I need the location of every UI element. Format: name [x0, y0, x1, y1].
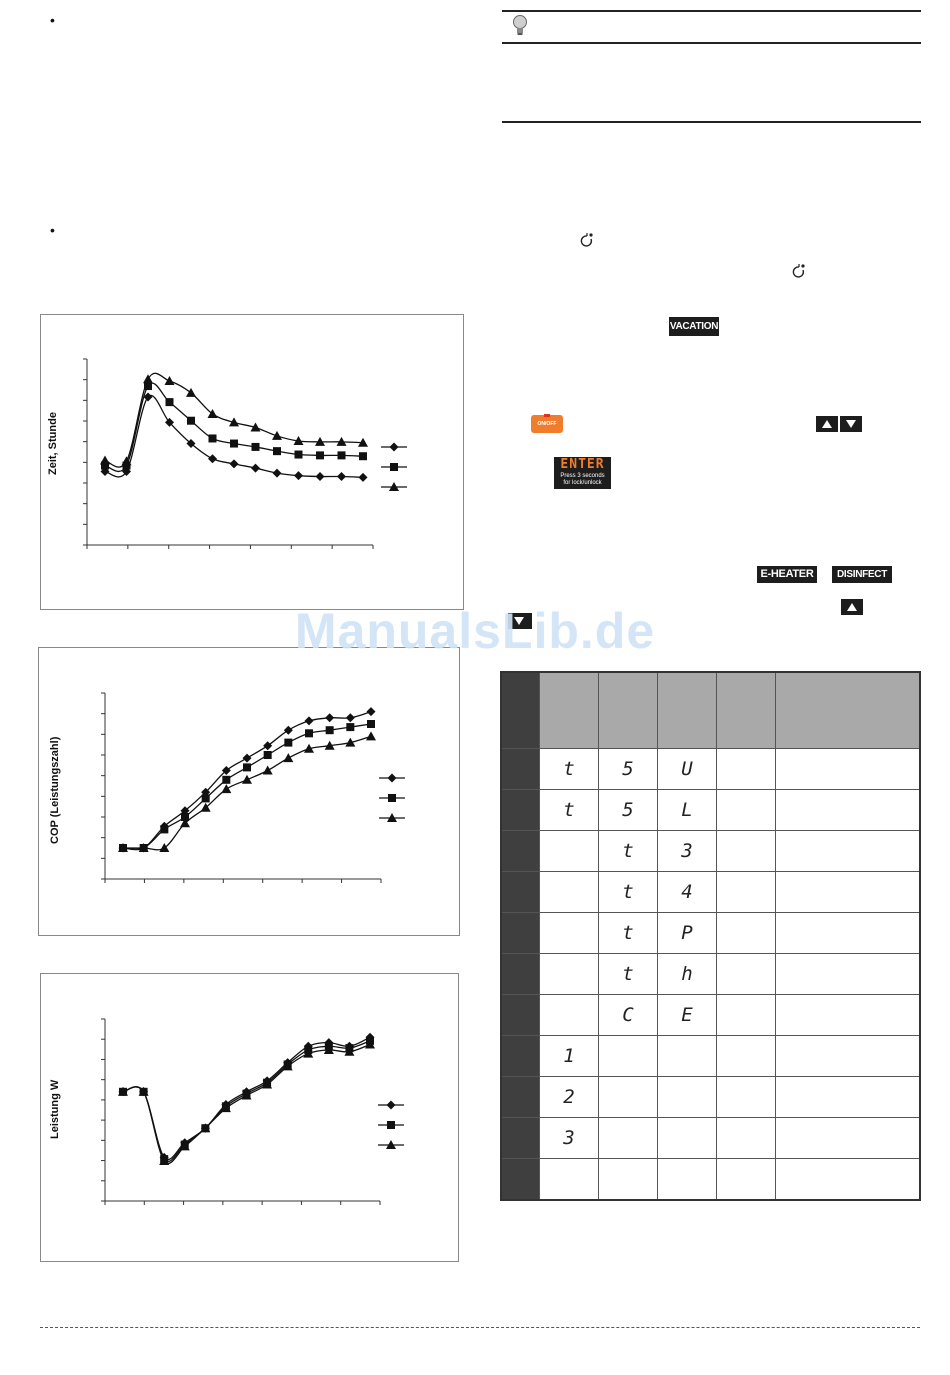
data-point-square [367, 720, 375, 728]
table-cell [540, 913, 599, 954]
chart-zeit-ylabel: Zeit, Stunde [47, 412, 59, 475]
table-cell [501, 1159, 540, 1201]
chart-zeit [40, 314, 464, 610]
table-cell [501, 749, 540, 790]
data-point-square [295, 451, 303, 459]
data-point-square [264, 751, 272, 759]
data-point-square [160, 825, 168, 833]
table-cell [658, 1118, 717, 1159]
data-point-diamond [251, 464, 260, 473]
chart-leistung-svg [41, 974, 458, 1261]
on-off-label: ON/OFF [537, 421, 557, 427]
footer-dashed-rule [40, 1327, 920, 1328]
table-cell [717, 790, 776, 831]
table-cell [540, 995, 599, 1036]
data-point-diamond [230, 459, 239, 468]
chart-leistung [40, 973, 459, 1262]
table-cell [599, 1118, 658, 1159]
legend-marker-square [388, 794, 396, 802]
data-point-square [202, 794, 210, 802]
table-cell: t [599, 831, 658, 872]
data-point-diamond [208, 454, 217, 463]
lightbulb-icon [512, 14, 528, 43]
table-row [501, 749, 920, 790]
series-line-square [105, 383, 363, 471]
data-point-diamond [316, 472, 325, 481]
data-point-square [359, 452, 367, 460]
data-point-diamond [243, 754, 252, 763]
table-cell [501, 995, 540, 1036]
table-cell [717, 1077, 776, 1118]
table-cell [540, 872, 599, 913]
table-cell [501, 913, 540, 954]
table-header-cell [776, 672, 921, 749]
data-point-diamond [337, 472, 346, 481]
data-point-triangle [283, 753, 293, 762]
on-off-button-icon [531, 415, 563, 433]
bullet-1: • [50, 12, 55, 28]
chart-leistung-ylabel: Leistung W [49, 1079, 61, 1139]
table-cell: 2 [540, 1077, 599, 1118]
table-cell [776, 790, 921, 831]
table-header-cell [501, 672, 540, 749]
bullet-2: • [50, 222, 55, 238]
data-point-square [166, 398, 174, 406]
table-cell [776, 872, 921, 913]
table-cell [776, 831, 921, 872]
table-cell: 1 [540, 1036, 599, 1077]
code-table [500, 671, 921, 1201]
table-cell: h [658, 954, 717, 995]
table-cell [717, 831, 776, 872]
table-row [501, 1077, 920, 1118]
legend-marker-diamond [387, 1101, 396, 1110]
data-point-triangle [242, 775, 252, 784]
table-cell [717, 954, 776, 995]
chart-cop-svg [39, 648, 459, 935]
table-cell [776, 749, 921, 790]
table-row [501, 995, 920, 1036]
table-cell: E [658, 995, 717, 1036]
series-line-triangle [123, 1044, 370, 1163]
data-point-square [326, 726, 334, 734]
table-cell [501, 1036, 540, 1077]
table-cell [540, 831, 599, 872]
table-row [501, 1118, 920, 1159]
table-cell [717, 872, 776, 913]
data-point-diamond [305, 716, 314, 725]
chart-cop-ylabel: COP (Leistungszahl) [49, 736, 61, 844]
series-line-square [123, 1041, 370, 1162]
data-point-square [187, 417, 195, 425]
watermark: ManualsLib.de [294, 603, 656, 659]
table-cell [540, 954, 599, 995]
table-cell [501, 1118, 540, 1159]
table-cell [717, 749, 776, 790]
table-cell [776, 995, 921, 1036]
chart-cop [38, 647, 460, 936]
data-point-triangle [186, 388, 196, 397]
table-cell [776, 1077, 921, 1118]
table-cell [658, 1077, 717, 1118]
data-point-diamond [325, 713, 334, 722]
table-cell: t [599, 872, 658, 913]
data-point-diamond [294, 471, 303, 480]
table-row [501, 1159, 920, 1201]
data-point-square [209, 434, 217, 442]
data-point-diamond [346, 713, 355, 722]
data-point-triangle [100, 455, 110, 464]
table-cell [717, 995, 776, 1036]
enter-sublabel-1: Press 3 seconds [560, 473, 605, 479]
table-cell [599, 1077, 658, 1118]
table-cell [501, 831, 540, 872]
legend-marker-square [390, 463, 398, 471]
table-cell: 3 [540, 1118, 599, 1159]
table-cell [599, 1036, 658, 1077]
table-header-cell [599, 672, 658, 749]
hint-box-header [502, 10, 921, 44]
data-point-square [252, 443, 260, 451]
table-header-cell [717, 672, 776, 749]
table-row [501, 872, 920, 913]
data-point-square [338, 451, 346, 459]
table-cell: t [540, 749, 599, 790]
data-point-triangle [272, 431, 282, 440]
data-point-square [284, 739, 292, 747]
table-cell [501, 1077, 540, 1118]
data-point-triangle [366, 731, 376, 740]
hint-box-bottom-rule [502, 121, 921, 123]
table-cell [776, 1159, 921, 1201]
table-header-row [501, 672, 920, 749]
data-point-diamond [359, 473, 368, 482]
data-point-triangle [221, 784, 231, 793]
table-cell [776, 1118, 921, 1159]
table-cell [658, 1036, 717, 1077]
data-point-square [230, 440, 238, 448]
data-point-square [222, 776, 230, 784]
down-arrow-icon [840, 416, 862, 432]
table-cell: t [599, 913, 658, 954]
data-point-diamond [367, 707, 376, 716]
legend-marker-square [387, 1121, 395, 1129]
table-cell: 4 [658, 872, 717, 913]
enter-sublabel-2: for lock/unlock [563, 480, 602, 486]
table-header-cell [540, 672, 599, 749]
data-point-square [346, 723, 354, 731]
table-cell: 5 [599, 790, 658, 831]
table-cell: 3 [658, 831, 717, 872]
table-cell [540, 1159, 599, 1201]
table-cell [501, 872, 540, 913]
up-arrow-icon [816, 416, 838, 432]
table-cell [501, 790, 540, 831]
table-cell [776, 1036, 921, 1077]
table-cell: U [658, 749, 717, 790]
data-point-square [243, 763, 251, 771]
data-point-square [273, 447, 281, 455]
table-row [501, 831, 920, 872]
table-cell: t [599, 954, 658, 995]
table-cell [658, 1159, 717, 1201]
table-row [501, 954, 920, 995]
table-cell: C [599, 995, 658, 1036]
table-cell: 5 [599, 749, 658, 790]
legend-marker-diamond [388, 774, 397, 783]
table-cell [776, 913, 921, 954]
data-point-square [305, 729, 313, 737]
table-cell: P [658, 913, 717, 954]
table-cell [776, 954, 921, 995]
e-heater-button-icon: E-HEATER [757, 566, 817, 583]
timer-icon [580, 232, 594, 253]
data-point-diamond [263, 741, 272, 750]
chart-zeit-svg [41, 315, 463, 609]
legend-marker-diamond [390, 443, 399, 452]
table-cell [717, 1159, 776, 1201]
table-cell [501, 954, 540, 995]
data-point-diamond [284, 726, 293, 735]
vacation-button-icon: VACATION [669, 317, 719, 336]
data-point-square [316, 451, 324, 459]
table-cell [717, 1118, 776, 1159]
table-header-cell [658, 672, 717, 749]
data-point-diamond [273, 469, 282, 478]
table-cell [717, 1036, 776, 1077]
data-point-triangle [143, 374, 153, 383]
data-point-triangle [165, 376, 175, 385]
table-row [501, 1036, 920, 1077]
table-cell [717, 913, 776, 954]
table-row [501, 790, 920, 831]
table-cell: L [658, 790, 717, 831]
enter-button-icon [554, 457, 611, 489]
disinfect-button-icon: DISINFECT [832, 566, 892, 583]
data-point-triangle [263, 766, 273, 775]
timer-icon [792, 263, 806, 284]
table-cell: t [540, 790, 599, 831]
table-row [501, 913, 920, 954]
table-cell [599, 1159, 658, 1201]
enter-label: ENTER [560, 457, 605, 472]
